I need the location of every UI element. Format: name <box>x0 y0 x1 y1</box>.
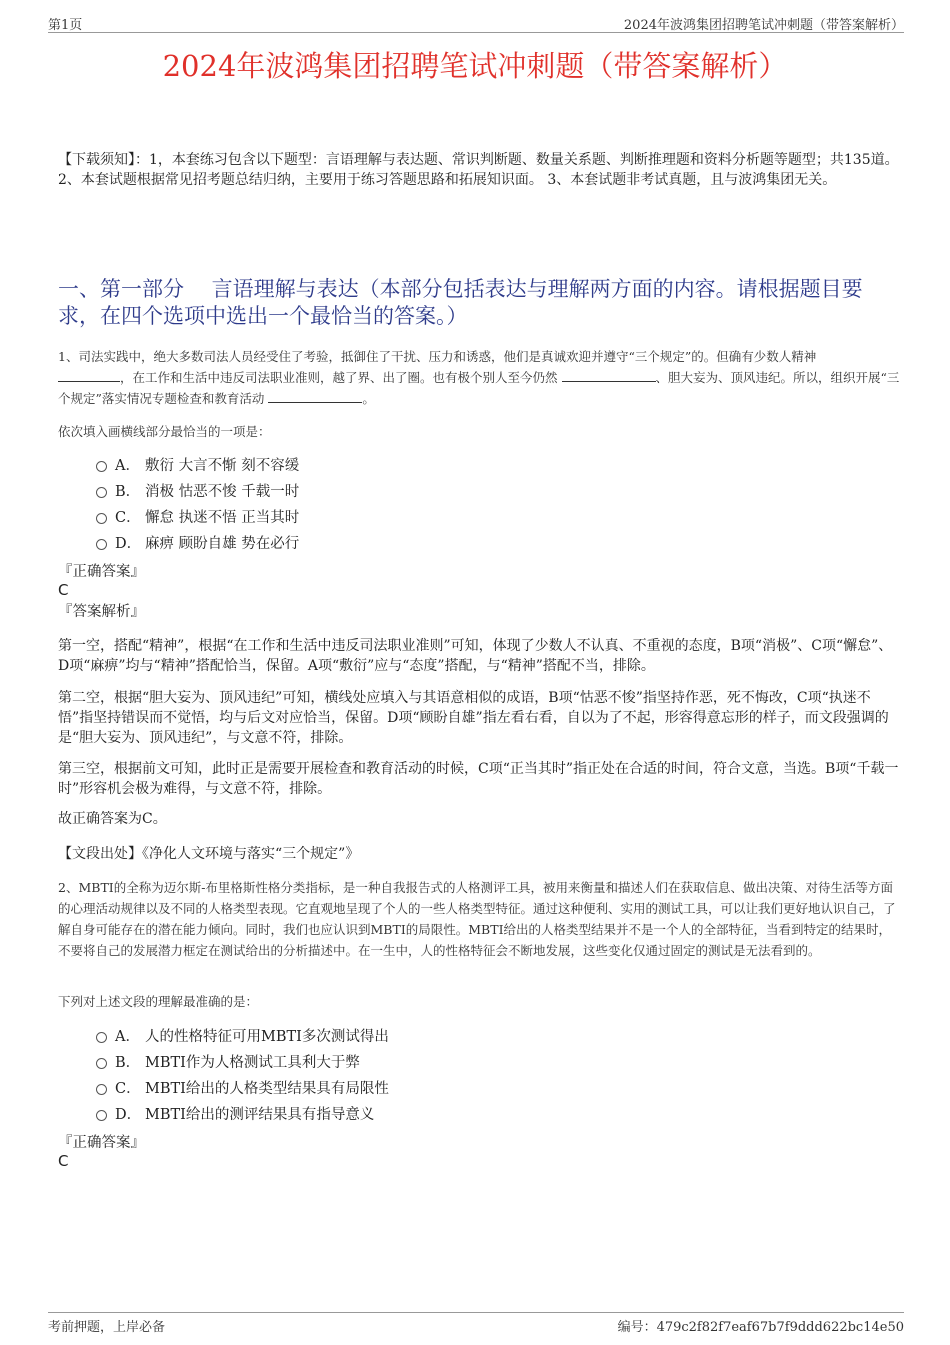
analysis-label: 『答案解析』 <box>58 604 145 620</box>
page-footer <box>48 1312 904 1333</box>
analysis-paragraph: 第三空，根据前文可知，此时正是需要开展检查和教育活动的时候，C项“正当其时”指正处在合适的时间，符合文意，当选。B项“千载一时”形容机会极为难得，与文意不符，排除。 <box>58 761 899 797</box>
radio-icon[interactable] <box>96 513 107 524</box>
download-notice: 【下载须知】：1，本套练习包含以下题型：言语理解与表达题、常识判断题、数量关系题、判断推理题和资料分析题等题型；共135道。 2、本套试题根据常见招考题总结归纳，主要用于练习答题思路和拓展知识面。 3、本套试题非考试真题，且与波鸿集团无关。 <box>58 152 899 188</box>
document-id: 编号：479c2f82f7eaf67b7f9ddd622bc14e50 <box>617 1320 904 1335</box>
option-d[interactable]: D． MBTI给出的测评结果具有指导意义 <box>96 1102 796 1128</box>
radio-icon[interactable] <box>96 487 107 498</box>
section-heading: 一、第一部分 言语理解与表达（本部分包括表达与理解两方面的内容。请根据题目要求，在四个选项中选出一个最恰当的答案。） <box>58 277 863 328</box>
question-1-options <box>96 453 796 557</box>
question-2-options <box>96 1024 796 1128</box>
blank-3 <box>268 388 362 403</box>
analysis-paragraph: 第一空，搭配“精神”，根据“在工作和生活中违反司法职业准则”可知，体现了少数人不认真、不重视的态度，B项“消极”、C项“懈怠”、D项“麻痹”均与“精神”搭配恰当，保留。A项“敷衍”应与“态度”搭配，与“精神”搭配不当，排除。 <box>58 638 893 674</box>
option-a[interactable]: A． 敷衍 大言不惭 刻不容缓 <box>96 453 796 479</box>
radio-icon[interactable] <box>96 1058 107 1069</box>
page-title: 2024年波鸿集团招聘笔试冲刺题（带答案解析） <box>162 49 788 83</box>
question-2-prompt: 下列对上述文段的理解最准确的是： <box>58 994 259 1009</box>
option-c[interactable]: C． MBTI给出的人格类型结果具有局限性 <box>96 1076 796 1102</box>
page-header <box>48 12 904 33</box>
header-doc-title: 2024年波鸿集团招聘笔试冲刺题（带答案解析） <box>623 18 904 33</box>
footer-slogan: 考前押题，上岸必备 <box>48 1320 166 1335</box>
option-b[interactable]: B． 消极 怙恶不悛 千载一时 <box>96 479 796 505</box>
question-2-text: 2、MBTI的全称为迈尔斯-布里格斯性格分类指标，是一种自我报告式的人格测评工具，被用来衡量和描述人们在获取信息、做出决策、对待生活等方面的心理活动规律以及不同的人格类型表现。它直观地呈现了个人的一些人格类型特征。通过这种便利、实用的测试工具，可以让我们更好地认识自己，了解自身可能存在的潜在能力倾向。同时，我们也应认识到MBTI的局限性。MBTI给出的人格类型结果并不是一个人的全部特征，当看到特定的结果时，不要将自己的发展潜力框定在测试给出的分析描述中。在一生中，人的性格特征会不断地发展，这些变化仅通过固定的测试是无法看到的。 <box>58 880 896 958</box>
correct-answer: C <box>58 1152 69 1170</box>
radio-icon[interactable] <box>96 461 107 472</box>
option-c[interactable]: C． 懈怠 执迷不悟 正当其时 <box>96 505 796 531</box>
radio-icon[interactable] <box>96 1110 107 1121</box>
blank-1 <box>58 367 120 382</box>
option-d[interactable]: D． 麻痹 顾盼自雄 势在必行 <box>96 531 796 557</box>
answer-label: 『正确答案』 <box>58 564 145 580</box>
analysis-conclusion: 故正确答案为C。 <box>58 811 167 827</box>
source-citation: 【文段出处】《净化人文环境与落实“三个规定”》 <box>58 846 360 862</box>
radio-icon[interactable] <box>96 1084 107 1095</box>
radio-icon[interactable] <box>96 1032 107 1043</box>
answer-label: 『正确答案』 <box>58 1135 145 1151</box>
question-1-text: 1、司法实践中，绝大多数司法人员经受住了考验，抵御住了干扰、压力和诱惑，他们是真诚欢迎并遵守“三个规定”的。但确有少数人精神 ，在工作和生活中违反司法职业准则，越了界、出了圈。也有极个别人至今仍然 、胆大妄为、顶风违纪。所以，组织开展“三个规定”落实情况专题检查和教育活动 。 <box>58 349 900 406</box>
question-1-prompt: 依次填入画横线部分最恰当的一项是： <box>58 424 271 439</box>
option-a[interactable]: A． 人的性格特征可用MBTI多次测试得出 <box>96 1024 796 1050</box>
option-b[interactable]: B． MBTI作为人格测试工具利大于弊 <box>96 1050 796 1076</box>
correct-answer: C <box>58 581 69 599</box>
blank-2 <box>562 367 656 382</box>
page-number: 第1页 <box>48 18 83 33</box>
analysis-paragraph: 第二空，根据“胆大妄为、顶风违纪”可知，横线处应填入与其语意相似的成语，B项“怙恶不悛”指坚持作恶，死不悔改，C项“执迷不悟”指坚持错误而不觉悟，均与后文对应恰当，保留。D项“顾盼自雄”指左看右看，自以为了不起，形容得意忘形的样子，而文段强调的是“胆大妄为、顶风违纪”，与文意不符，排除。 <box>58 690 889 746</box>
radio-icon[interactable] <box>96 539 107 550</box>
